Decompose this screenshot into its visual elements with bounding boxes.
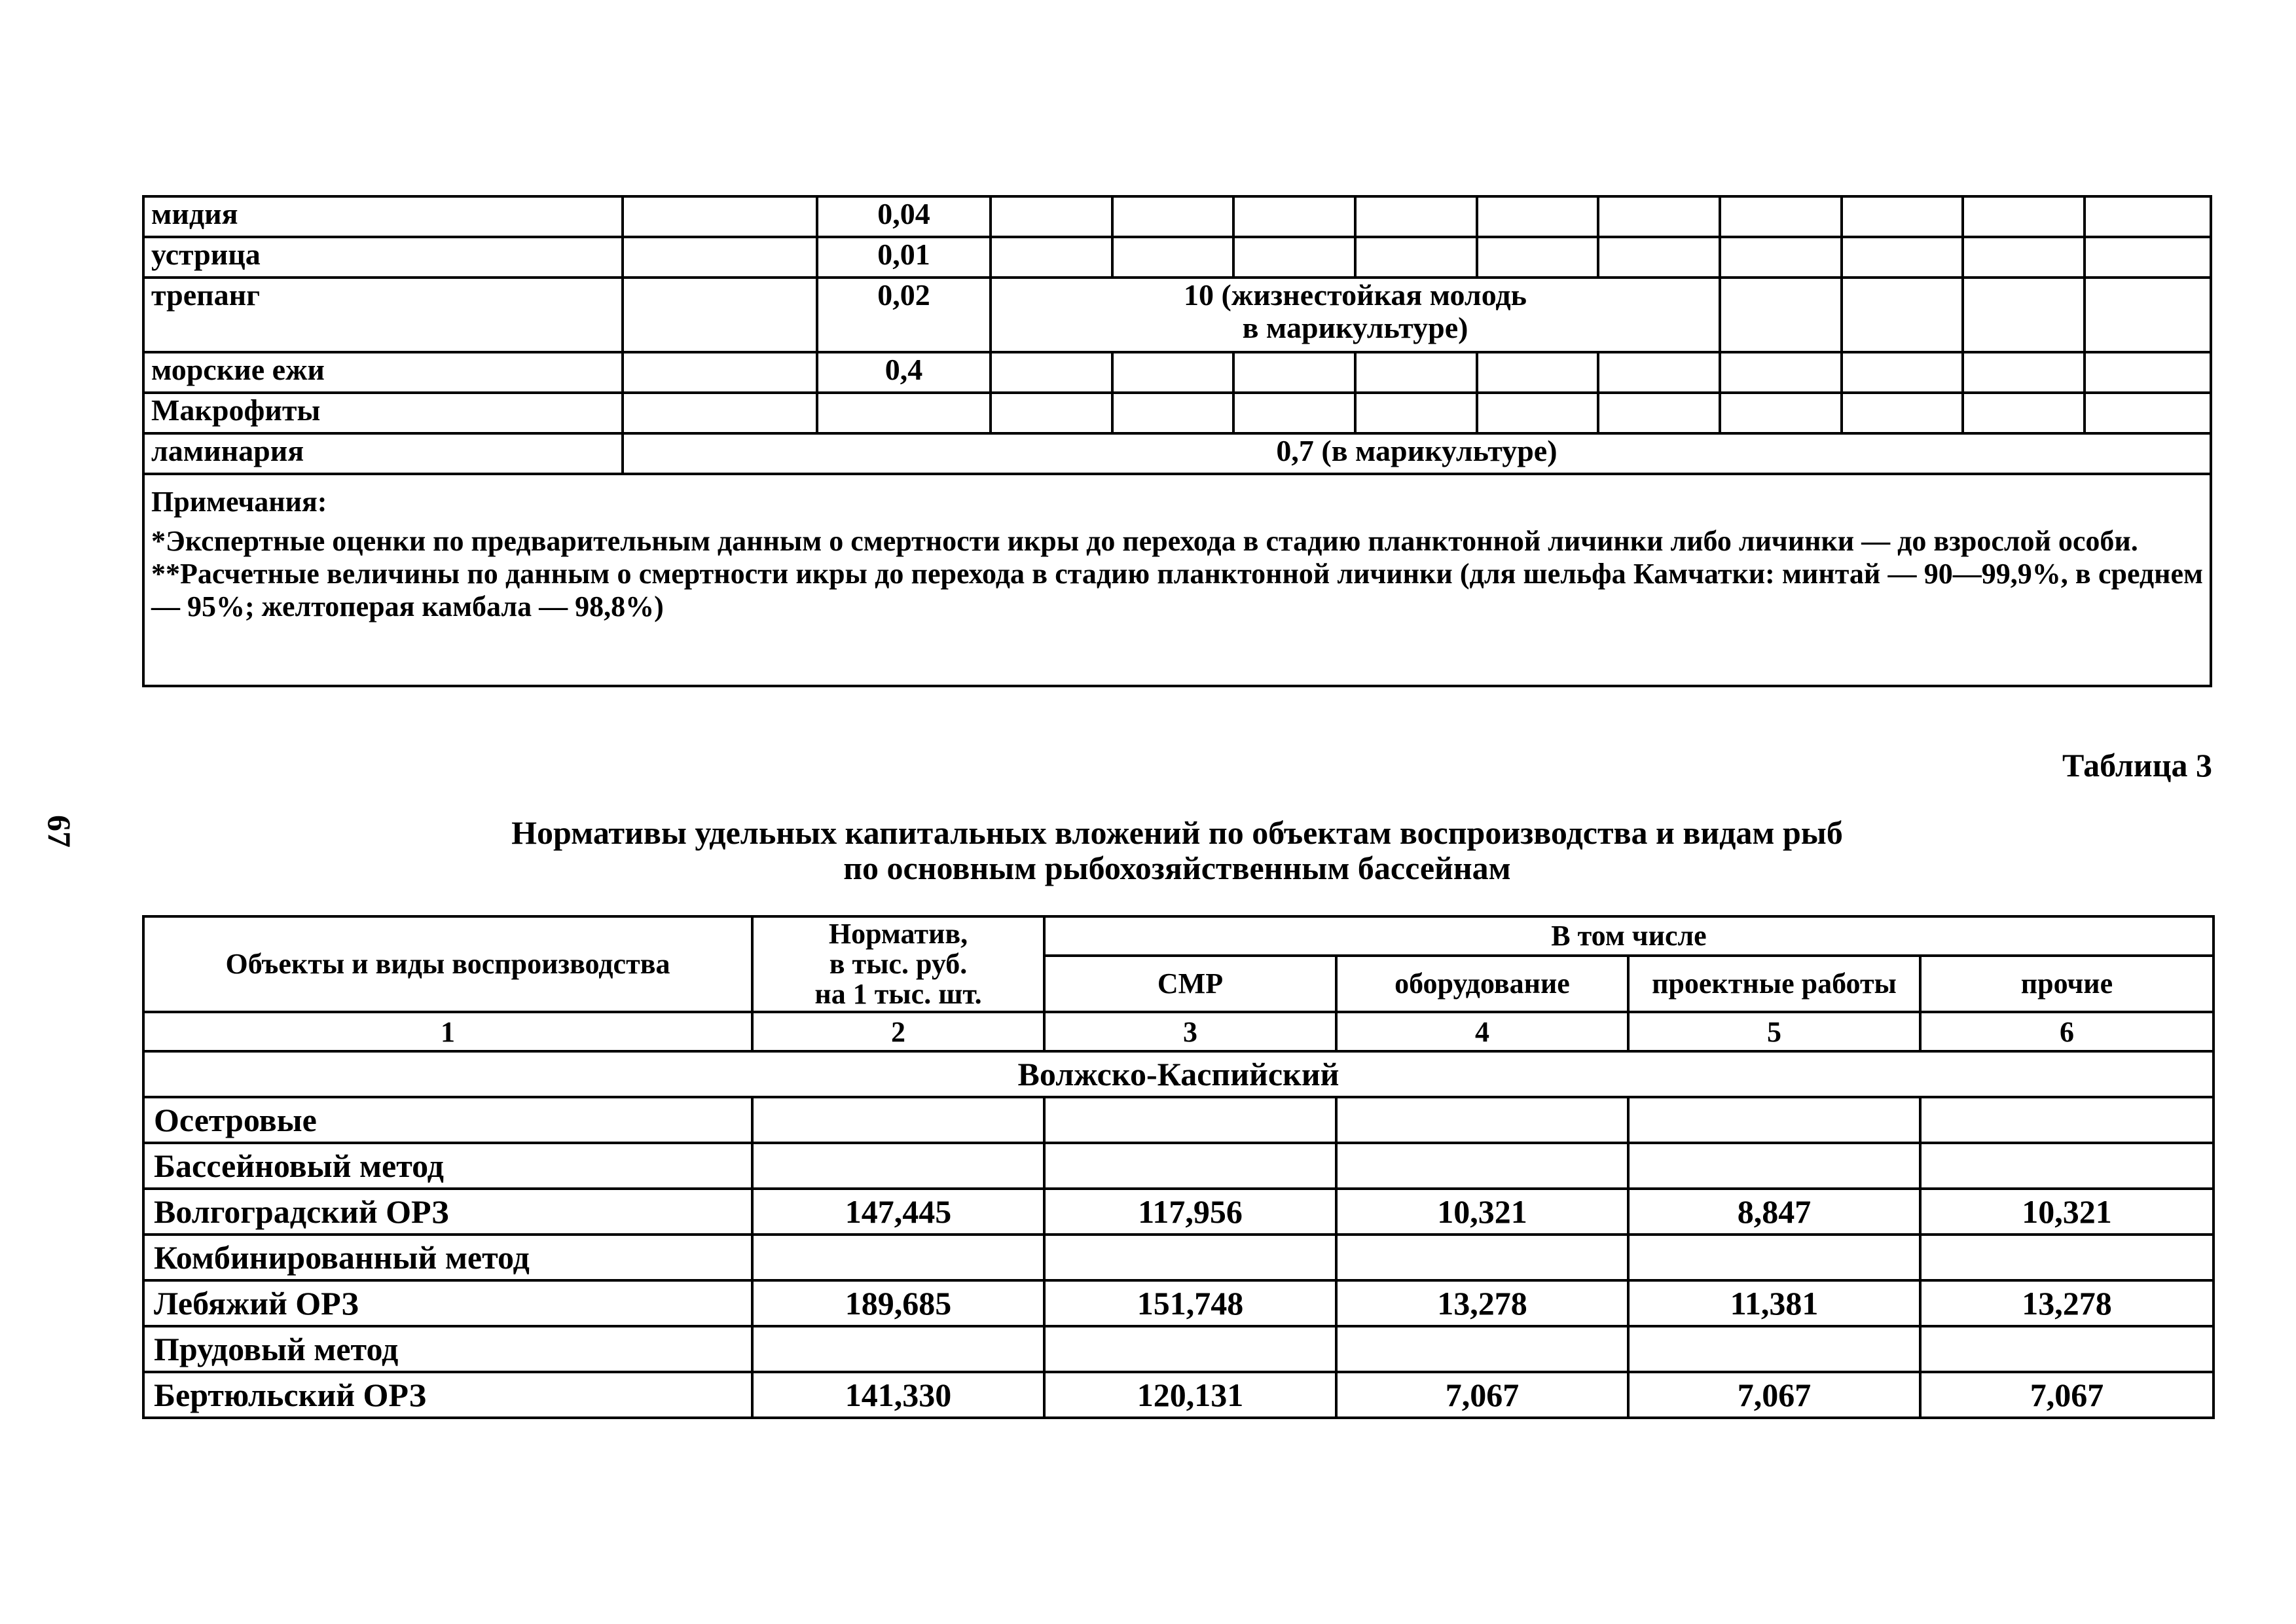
cell-value: 141,330 — [752, 1372, 1044, 1418]
cell-value — [1628, 1326, 1920, 1372]
header-objects: Объекты и виды воспроизводства — [143, 916, 752, 1012]
table-row — [143, 1280, 2214, 1326]
note-2: **Расчетные величины по данным о смертности икры до перехода в стадию планктонной личинки (для шельфа Камчатки: минтай — 90—99,9%, в среднем — 95%; желтоперая камбала — 98,8%) — [151, 558, 2203, 623]
column-number: 1 — [143, 1012, 752, 1051]
notes — [143, 474, 2211, 686]
cell-value — [1336, 1097, 1628, 1143]
object-name: Волгоградский ОРЗ — [143, 1189, 752, 1235]
table-row — [143, 196, 2211, 237]
cell-value — [1044, 1235, 1336, 1280]
object-name: Бертюльский ОРЗ — [143, 1372, 752, 1418]
cell-value: 189,685 — [752, 1280, 1044, 1326]
table-row — [143, 1189, 2214, 1235]
cell-value: 8,847 — [1628, 1189, 1920, 1235]
table-label: Таблица 3 — [2062, 747, 2212, 784]
notes-row — [143, 474, 2211, 686]
table-row — [143, 433, 2211, 474]
cell-value: 7,067 — [1920, 1372, 2214, 1418]
table-row — [143, 393, 2211, 433]
cell-value — [752, 1097, 1044, 1143]
table-row — [143, 1326, 2214, 1372]
header-design: проектные работы — [1628, 956, 1920, 1012]
cell-value: 117,956 — [1044, 1189, 1336, 1235]
table-row — [143, 1143, 2214, 1189]
cell-value: 151,748 — [1044, 1280, 1336, 1326]
table-row — [143, 352, 2211, 393]
species-name: ламинария — [143, 433, 623, 474]
page-number: 67 — [41, 815, 78, 848]
species-name: морские ежи — [143, 352, 623, 393]
species-value — [817, 393, 991, 433]
cell-value: 10,321 — [1920, 1189, 2214, 1235]
header-norm-line2: в тыс. руб. — [829, 948, 968, 980]
cell-value: 10,321 — [1336, 1189, 1628, 1235]
cell-value: 147,445 — [752, 1189, 1044, 1235]
cell-value: 7,067 — [1628, 1372, 1920, 1418]
column-number: 4 — [1336, 1012, 1628, 1051]
species-note-line1: 10 (жизнестойкая молодь — [1184, 278, 1527, 312]
table-row — [143, 278, 2211, 352]
table-row — [143, 1235, 2214, 1280]
species-name: Макрофиты — [143, 393, 623, 433]
header-norm-line1: Норматив, — [828, 918, 968, 950]
cell-value: 7,067 — [1336, 1372, 1628, 1418]
basin-row — [143, 1051, 2214, 1097]
header-row — [143, 916, 2214, 956]
table-title-line1: Нормативы удельных капитальных вложений по объектам воспроизводства и видам рыб — [511, 814, 1843, 851]
cell-value — [752, 1235, 1044, 1280]
cell-value — [1920, 1235, 2214, 1280]
header-norm-line3: на 1 тыс. шт. — [814, 978, 982, 1010]
table-row — [143, 237, 2211, 278]
cell-value: 11,381 — [1628, 1280, 1920, 1326]
species-value: 0,02 — [817, 278, 991, 352]
species-span-value: 0,7 (в марикультуре) — [623, 433, 2211, 474]
basin-name: Волжско-Каспийский — [143, 1051, 2214, 1097]
species-note-line2: в марикультуре) — [1242, 311, 1468, 344]
cell-value — [752, 1326, 1044, 1372]
cell-value — [1336, 1143, 1628, 1189]
species-value: 0,4 — [817, 352, 991, 393]
column-number: 3 — [1044, 1012, 1336, 1051]
species-name: мидия — [143, 196, 623, 237]
header-equipment: оборудование — [1336, 956, 1628, 1012]
cell-value: 120,131 — [1044, 1372, 1336, 1418]
species-note — [991, 278, 1720, 352]
species-table-continuation — [142, 195, 2212, 687]
header-smr: СМР — [1044, 956, 1336, 1012]
cell-value — [1920, 1143, 2214, 1189]
table-row — [143, 1097, 2214, 1143]
header-other: прочие — [1920, 956, 2214, 1012]
cell-value — [1336, 1326, 1628, 1372]
object-name: Прудовый метод — [143, 1326, 752, 1372]
cell-value — [1920, 1326, 2214, 1372]
cell-value — [752, 1143, 1044, 1189]
object-name: Осетровые — [143, 1097, 752, 1143]
header-including: В том числе — [1044, 916, 2214, 956]
cell-value — [1336, 1235, 1628, 1280]
object-name: Лебяжий ОРЗ — [143, 1280, 752, 1326]
object-name: Бассейновый метод — [143, 1143, 752, 1189]
column-number: 6 — [1920, 1012, 2214, 1051]
object-name: Комбинированный метод — [143, 1235, 752, 1280]
species-value: 0,04 — [817, 196, 991, 237]
capital-investment-table — [142, 915, 2215, 1419]
cell-value: 13,278 — [1920, 1280, 2214, 1326]
table-row — [143, 1372, 2214, 1418]
table-title — [142, 815, 2212, 886]
cell-value — [1628, 1097, 1920, 1143]
column-number-row — [143, 1012, 2214, 1051]
note-1: *Экспертные оценки по предварительным данным о смертности икры до перехода в стадию планктонной личинки либо личинки — до взрослой особи. — [151, 525, 2138, 557]
species-name: устрица — [143, 237, 623, 278]
cell-value — [1628, 1143, 1920, 1189]
table-title-line2: по основным рыбохозяйственным бассейнам — [843, 850, 1511, 886]
cell-value — [1920, 1097, 2214, 1143]
cell-value: 13,278 — [1336, 1280, 1628, 1326]
cell-value — [1044, 1097, 1336, 1143]
header-norm — [752, 916, 1044, 1012]
cell-value — [1044, 1326, 1336, 1372]
notes-title: Примечания: — [151, 486, 327, 518]
column-number: 5 — [1628, 1012, 1920, 1051]
cell-value — [1044, 1143, 1336, 1189]
cell-value — [1628, 1235, 1920, 1280]
species-value: 0,01 — [817, 237, 991, 278]
column-number: 2 — [752, 1012, 1044, 1051]
species-name: трепанг — [143, 278, 623, 352]
